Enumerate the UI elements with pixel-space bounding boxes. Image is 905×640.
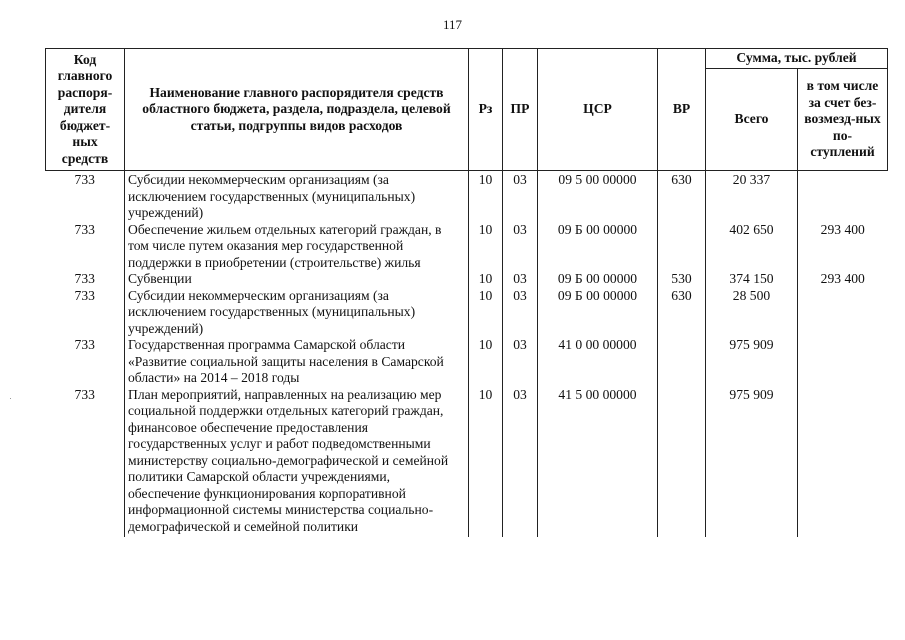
cell-pr: 03	[503, 222, 538, 272]
cell-code: 733	[74, 287, 95, 303]
cell-pr: 03	[503, 337, 538, 387]
cell-vr	[658, 337, 706, 387]
cell-code: 733	[74, 172, 95, 187]
table-row	[46, 222, 888, 272]
table-row	[46, 171, 888, 222]
header-total: Всего	[706, 69, 798, 171]
cell-name: Обеспечение жильем отдельных категорий граждан, в том числе путем оказания мер государственной поддержки в приобретении (строительстве) жилья	[125, 222, 469, 272]
cell-name: Субсидии некоммерческим организациям (за исключением государственных (муниципальных) учреждений)	[125, 171, 469, 222]
table-row	[46, 288, 888, 338]
cell-name: План мероприятий, направленных на реализацию мер социальной поддержки отдельных категорий граждан, финансовое обеспечение предоставления государственных услуг и работ подведомственными министерству социально-демографической и семейной политики Самарской области учреждениями, обеспечение функционирования корпоративной информационной системы министерства социально-демографической и семейной политики	[125, 387, 469, 538]
table-row	[46, 387, 888, 538]
table-header	[46, 49, 888, 171]
header-pr: ПР	[503, 49, 538, 171]
table-row	[46, 337, 888, 387]
cell-free: 293 400	[798, 271, 888, 288]
cell-rz: 10	[469, 171, 503, 222]
cell-code: 733	[74, 221, 95, 237]
cell-total: 402 650	[706, 222, 798, 272]
cell-code: 733	[74, 271, 95, 286]
header-code: Код главного распоря-дителя бюджет-ных средств	[46, 49, 125, 171]
cell-csr: 09 Б 00 00000	[538, 271, 658, 288]
cell-pr: 03	[503, 387, 538, 538]
cell-pr: 03	[503, 288, 538, 338]
cell-csr: 09 5 00 00000	[538, 171, 658, 222]
cell-rz: 10	[469, 288, 503, 338]
header-free: в том числе за счет без-возмезд-ных по-ступлений	[798, 69, 888, 171]
cell-free	[798, 288, 888, 338]
cell-csr: 09 Б 00 00000	[538, 222, 658, 272]
cell-rz: 10	[469, 387, 503, 538]
scan-speck	[10, 398, 11, 399]
cell-name: Субсидии некоммерческим организациям (за исключением государственных (муниципальных) учреждений)	[125, 288, 469, 338]
budget-table	[45, 48, 888, 537]
cell-name: Государственная программа Самарской области «Развитие социальной защиты населения в Самарской области» на 2014 – 2018 годы	[125, 337, 469, 387]
cell-free	[798, 337, 888, 387]
cell-csr: 41 0 00 00000	[538, 337, 658, 387]
cell-total: 975 909	[706, 337, 798, 387]
cell-code: 733	[74, 337, 95, 352]
cell-vr: 630	[658, 288, 706, 338]
cell-vr: 530	[658, 271, 706, 288]
cell-free	[798, 387, 888, 538]
cell-name: Субвенции	[125, 271, 469, 288]
cell-code: 733	[74, 386, 95, 402]
cell-vr	[658, 222, 706, 272]
cell-total: 28 500	[706, 288, 798, 338]
cell-csr: 41 5 00 00000	[538, 387, 658, 538]
cell-pr: 03	[503, 171, 538, 222]
cell-rz: 10	[469, 222, 503, 272]
cell-rz: 10	[469, 271, 503, 288]
cell-pr: 03	[503, 271, 538, 288]
cell-vr: 630	[658, 171, 706, 222]
page-number: 117	[442, 17, 463, 32]
cell-vr	[658, 387, 706, 538]
header-rz: Рз	[469, 49, 503, 171]
cell-total: 20 337	[706, 171, 798, 222]
cell-rz: 10	[469, 337, 503, 387]
cell-total: 975 909	[706, 387, 798, 538]
table-row	[46, 271, 888, 288]
cell-free: 293 400	[798, 222, 888, 272]
cell-csr: 09 Б 00 00000	[538, 288, 658, 338]
header-vr: ВР	[658, 49, 706, 171]
cell-free	[798, 171, 888, 222]
header-name: Наименование главного распорядителя средств областного бюджета, раздела, подраздела, целевой статьи, подгруппы видов расходов	[125, 49, 469, 171]
cell-total: 374 150	[706, 271, 798, 288]
header-csr: ЦСР	[538, 49, 658, 171]
header-amount: Сумма, тыс. рублей	[706, 49, 888, 69]
